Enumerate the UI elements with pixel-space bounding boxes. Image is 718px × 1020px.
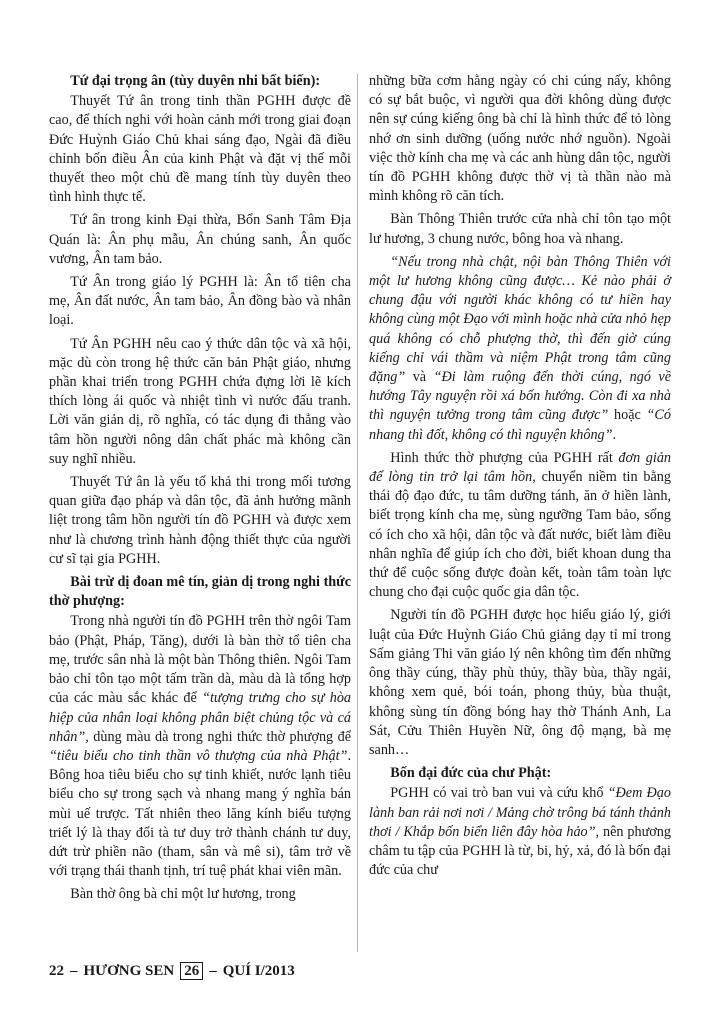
- text: Hình thức thờ phượng của PGHH rất: [390, 449, 619, 466]
- quote: “tượng trưng cho sự hòa hiệp của nhân loại không phân biệt chủng tộc và cá nhân”,: [49, 690, 352, 745]
- quote: “Nếu trong nhà chật, nội bàn Thông Thiên với một lư hương không cũng được… Kẻ nào phải ở chung đậu với người khác không có tư hiền hay không cùng một Đạo với mình hoặc nhà cửa nhỏ hẹp quá không có chỗ phượng thờ, thì đến giờ cúng kiếng chỉ vái thầm và niệm Phật trong tâm cũng đặng”: [369, 253, 671, 386]
- left-column: [49, 72, 351, 909]
- heading-four-virtues: Bốn đại đức của chư Phật:: [390, 765, 552, 782]
- paragraph: Bàn Thông Thiên trước cửa nhà chỉ tôn tạo một lư hương, 3 chung nước, bông hoa và nhang.: [369, 211, 671, 247]
- emphasis: đơn giản để lòng tin trở lại tâm hồn: [369, 449, 672, 486]
- paragraph: [369, 449, 671, 603]
- text: , chuyển niềm tin bằng thái độ đạo đức, tu tâm dưỡng tánh, ăn ở hiền lành, biết trọng kính cha mẹ, sùng ngưỡng Tam bảo, sống có ích cho xã hội, dân tộc và đất nước, biết làm điều nhân nghĩa để giúp ích cho đời, biết khoan dung tha thứ để cuộc sống được đoàn kết, toàn tâm toàn lực chung cho đại cuộc quốc gia dân tộc.: [369, 469, 671, 601]
- magazine-name: HƯƠNG SEN: [83, 962, 175, 979]
- paragraph: Người tín đồ PGHH được học hiểu giáo lý, giới luật của Đức Huỳnh Giáo Chủ giảng dạy tỉ mỉ trong Sấm giảng Thi văn giáo lý nên không tìm đến những ông thầy cúng, thầy phù thủy, thầy bùa, thầy ngải, không xem quẻ, bói toán, phong thủy, bùa thuật, không sùng tín đồng bóng hay thờ Thánh Anh, La Sát, Cửu Thiên Huyền Nữ, ông độ mạng, bà mẹ sanh…: [369, 607, 671, 758]
- heading-superstition: Bài trừ dị đoan mê tín, giản dị trong nghi thức thờ phượng:: [49, 574, 351, 610]
- text: hoặc: [608, 407, 647, 424]
- separator: –: [209, 962, 217, 979]
- paragraph: Tứ Ân PGHH nêu cao ý thức dân tộc và xã hội, mặc dù còn trong hệ thức căn bản Phật giáo, nhưng phần khai triển trong PGHH chứa đựng lời lẽ kích thích lòng ái quốc và nhiệt tình vì nước đấu tranh. Lời văn giản dị, rõ nghĩa, có tác dụng đi thẳng vào tâm hồn người nông dân chất phác mà không cần suy nghĩ nhiều.: [49, 335, 351, 467]
- quote: “Có nhang thì đốt, không có thì nguyện không”: [369, 407, 671, 443]
- quote: “tiêu biểu cho tinh thần vô thượng của nhà Phật”: [49, 747, 348, 764]
- paragraph: Bàn thờ ông bà chỉ một lư hương, trong: [70, 886, 296, 903]
- quote: “Đi làm ruộng đến thời cúng, ngó về hướng Tây nguyện rồi xá bốn hướng. Còn đi xa nhà thì nguyện tưởng trong tâm cũng được”: [369, 369, 671, 424]
- paragraph: [369, 253, 671, 445]
- paragraph: Tứ Ân trong giáo lý PGHH là: Ân tổ tiên cha mẹ, Ân đất nước, Ân tam bảo, Ân đồng bào và nhân loại.: [49, 274, 351, 329]
- text: và: [405, 369, 434, 386]
- separator: –: [70, 962, 78, 979]
- text: .: [612, 426, 617, 443]
- paragraph: [369, 784, 671, 880]
- text: , nên phương châm tu tập của PGHH là từ, bi, hỷ, xả, đó là bốn đại đức của chư: [369, 823, 671, 879]
- page-number: 22: [49, 962, 64, 979]
- issue-number: 26: [180, 962, 203, 980]
- issue-period: QUÍ I/2013: [222, 962, 295, 979]
- text: Trong nhà người tín đồ PGHH trên thờ ngôi Tam bảo (Phật, Pháp, Tăng), dưới là bàn thờ tổ tiên cha mẹ, trước sân nhà là một bàn Thông thiên. Ngôi Tam bảo chỉ tôn tạo một tấm trần dà, màu dà là tổng hợp của các màu sắc khác để: [49, 613, 351, 707]
- text: dùng màu dà trong nghi thức thờ phượng để: [93, 728, 351, 745]
- paragraph: [49, 612, 351, 881]
- paragraph: Tứ ân trong kinh Đại thừa, Bổn Sanh Tâm Địa Quán là: Ân phụ mẫu, Ân chúng sanh, Ân quốc vương, Ân tam bảo.: [49, 212, 351, 267]
- page-footer: [49, 962, 295, 980]
- heading-four-graces: Tứ đại trọng ân (tùy duyên nhi bất biến):: [70, 73, 321, 89]
- quote: “Đem Đạo lành ban rải nơi nơi / Mảng chờ trông bá tánh thảnh thơi / Khắp bốn biển liên đây hòa hảo”: [369, 785, 671, 840]
- text: . Bông hoa tiêu biểu cho sự tinh khiết, nước lạnh tiêu biểu cho sự trong sạch và nhang mang ý nghĩa bán mùi uế trược. Tất nhiên theo lăng kính biểu tượng triết lý là thay đổi tà tư duy trở thành chánh tư duy, dứt trừ phiền não (tham, sân và mê si), tâm trở về với trạng thái thanh tịnh, trí tuệ phát khai viên mãn.: [49, 747, 351, 880]
- paragraph: Thuyết Tứ ân trong tinh thần PGHH được đề cao, để thích nghi với hoàn cảnh mới trong giai đoạn Đức Huỳnh Giáo Chủ khai sáng đạo, Ngài đã điều chỉnh bốn điều Ân của kinh Phật và đặt vị thế mỗi thuyết theo một chủ đề mang tính tùy duyên theo tình hình thực tế.: [49, 93, 351, 206]
- paragraph: những bữa cơm hằng ngày có chi cúng nấy, không có sự bắt buộc, vì người qua đời không dùng được nên sự cúng kiếng ông bà chỉ là hình thức để tỏ lòng nhớ ơn sinh dưỡng (uống nước nhớ nguồn). Ngoài việc thờ kính cha mẹ và các anh hùng dân tộc, người tín đồ PGHH không được thờ vị tà thần nào mà mình không rõ căn tích.: [369, 73, 671, 205]
- paragraph: Thuyết Tứ ân là yếu tố khả thi trong mối tương quan giữa đạo pháp và dân tộc, đã ảnh hưởng mãnh liệt trong tâm hồn người tín đồ PGHH và được xem như là chương trình hành động thiết thực của người cư sĩ tại gia PGHH.: [49, 474, 351, 567]
- right-column: [369, 72, 671, 884]
- text: PGHH có vai trò ban vui và cứu khổ: [390, 785, 608, 802]
- column-divider: [357, 74, 358, 952]
